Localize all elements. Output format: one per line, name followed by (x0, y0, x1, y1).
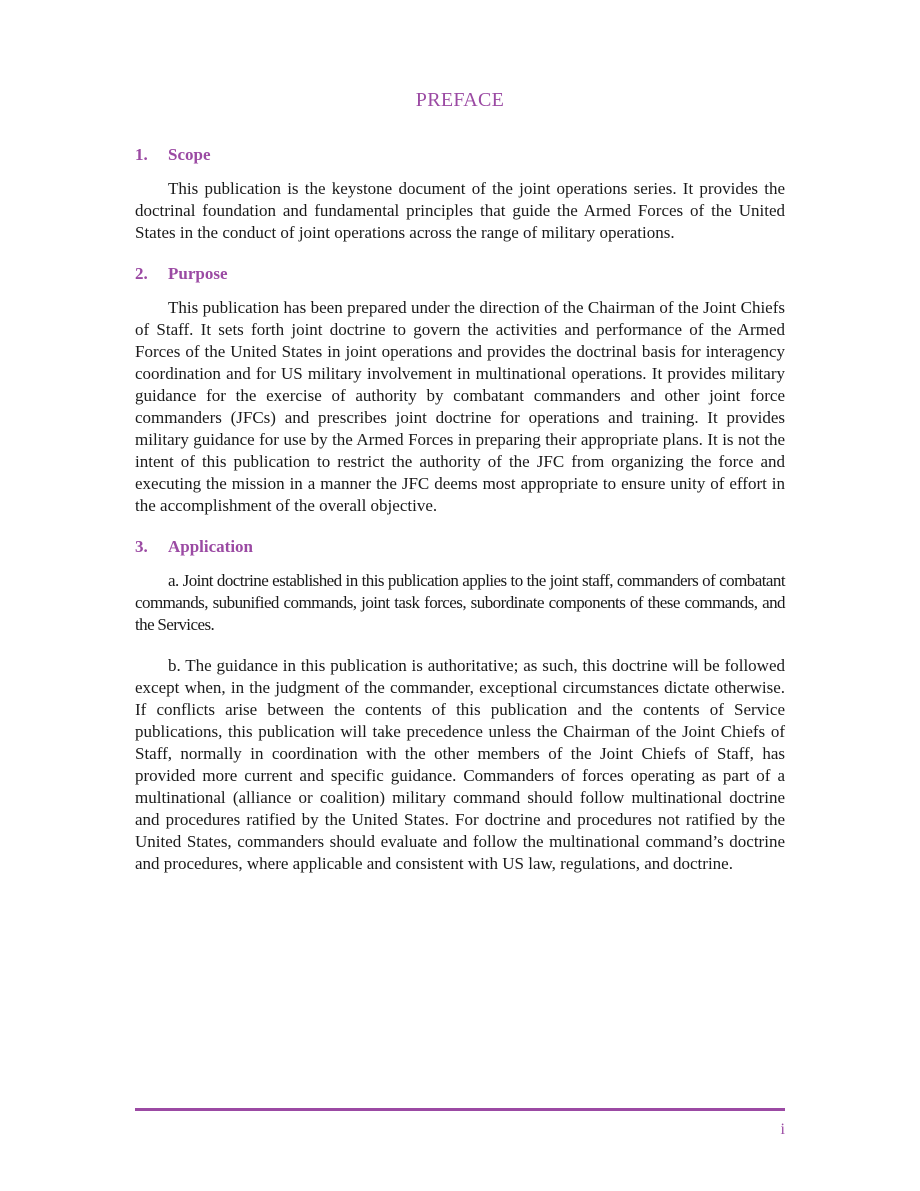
document-body (135, 144, 785, 875)
application-paragraph-b: b. The guidance in this publication is authoritative; as such, this doctrine will be followed except when, in the judgment of the commander, exceptional circumstances dictate otherwise. If conflicts arise between the contents of this publication and the contents of Service publications, this publication will take precedence unless the Chairman of the Joint Chiefs of Staff, normally in coordination with the other members of the Joint Chiefs of Staff, has provided more current and specific guidance. Commanders of forces operating as part of a multinational (alliance or coalition) military command should follow multinational doctrine and procedures ratified by the United States. For doctrine and procedures not ratified by the United States, commanders should evaluate and follow the multinational command’s doctrine and procedures, where applicable and consistent with US law, regulations, and doctrine. (135, 656, 785, 873)
page-title: PREFACE (415, 89, 505, 111)
section-heading-scope (135, 144, 785, 166)
section-number: 1. (135, 145, 148, 164)
section-heading-application (135, 536, 785, 558)
section-title: Application (168, 537, 254, 556)
footer-divider (135, 1108, 785, 1111)
section-number: 3. (135, 537, 148, 556)
application-paragraph-a: a. Joint doctrine established in this publication applies to the joint staff, commanders of combatant commands, subunified commands, joint task forces, subordinate components of these commands, and the Services. (135, 571, 785, 634)
page-number: i (780, 1121, 785, 1138)
section-title: Purpose (168, 264, 228, 283)
section-title: Scope (168, 145, 211, 164)
section-heading-purpose (135, 263, 785, 285)
section-number: 2. (135, 264, 148, 283)
scope-paragraph: This publication is the keystone document of the joint operations series. It provides the doctrinal foundation and fundamental principles that guide the Armed Forces of the United States in the conduct of joint operations across the range of military operations. (135, 179, 785, 242)
purpose-paragraph: This publication has been prepared under the direction of the Chairman of the Joint Chiefs of Staff. It sets forth joint doctrine to govern the activities and performance of the Armed Forces of the United States in joint operations and provides the doctrinal basis for interagency coordination and for US military involvement in multinational operations. It provides military guidance for the exercise of authority by combatant commanders and other joint force commanders (JFCs) and prescribes joint doctrine for operations and training. It provides military guidance for use by the Armed Forces in preparing their appropriate plans. It is not the intent of this publication to restrict the authority of the JFC from organizing the force and executing the mission in a manner the JFC deems most appropriate to ensure unity of effort in the accomplishment of the overall objective. (135, 298, 785, 515)
